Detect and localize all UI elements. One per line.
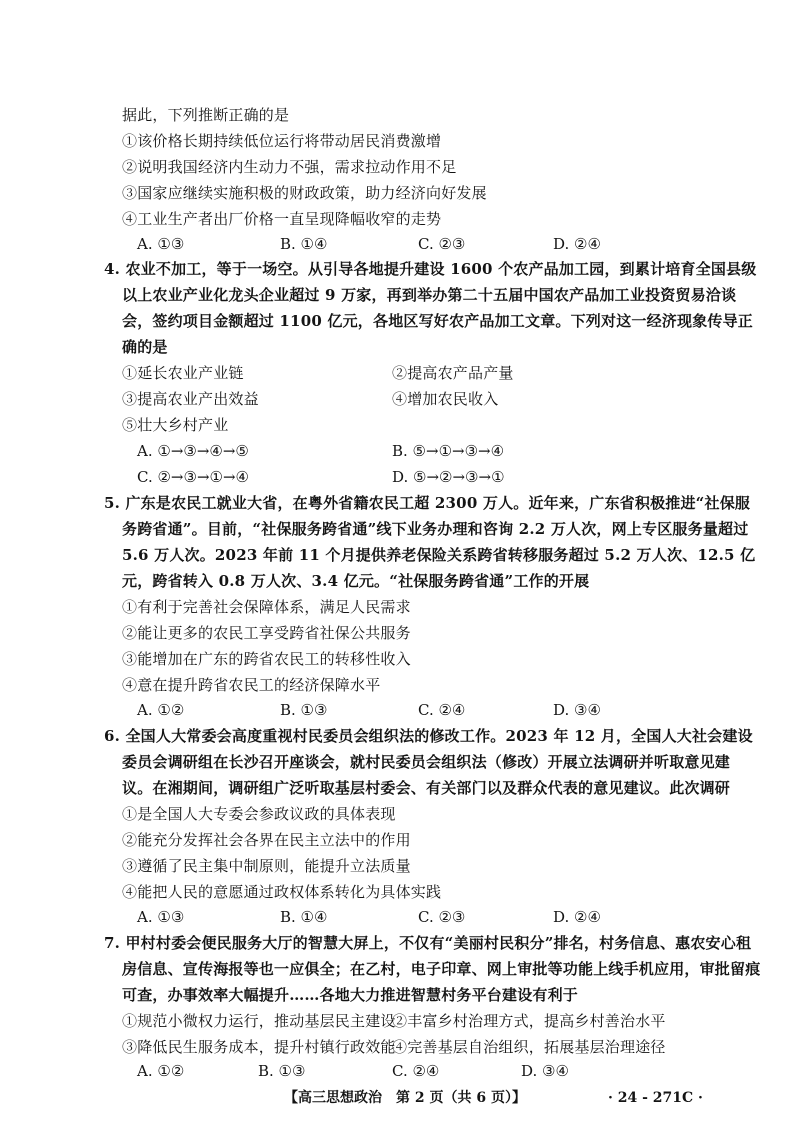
q7-item-2: ②丰富乡村治理方式，提高乡村善治水平 bbox=[392, 1012, 666, 1030]
q4-item-2: ②提高农产品产量 bbox=[392, 364, 514, 382]
q7-option-c: C. ②④ bbox=[392, 1062, 440, 1080]
q3-option-b: B. ①④ bbox=[280, 235, 328, 253]
page-footer-title: 【高三思想政治 第 2 页（共 6 页）】 bbox=[284, 1090, 526, 1106]
q5-option-c: C. ②④ bbox=[418, 701, 466, 719]
q4-item-4: ④增加农民收入 bbox=[392, 390, 499, 408]
q5-line-4: 元，跨省转入 0.8 万人次、3.4 亿元。“社保服务跨省通”工作的开展 bbox=[122, 572, 590, 590]
q3-option-c: C. ②③ bbox=[418, 235, 466, 253]
q3-item-3: ③国家应继续实施积极的财政政策，助力经济向好发展 bbox=[122, 184, 487, 202]
q4-line-3: 会，签约项目金额超过 1100 亿元，各地区写好农产品加工文章。下列对这一经济现象传导正 bbox=[122, 312, 753, 330]
q4-line-1: 4. 农业不加工，等于一场空。从引导各地提升建设 1600 个农产品加工园，到累计培育全国县级 bbox=[104, 260, 757, 278]
q7-option-d: D. ③④ bbox=[521, 1062, 569, 1080]
q4-option-b: B. ⑤→①→③→④ bbox=[392, 442, 505, 460]
q7-item-1: ①规范小微权力运行，推动基层民主建设 bbox=[122, 1012, 396, 1030]
q6-option-a: A. ①③ bbox=[137, 908, 185, 926]
q4-option-d: D. ⑤→②→③→① bbox=[392, 468, 505, 486]
q7-option-b: B. ①③ bbox=[258, 1062, 306, 1080]
q3-option-d: D. ②④ bbox=[553, 235, 601, 253]
q4-option-c: C. ②→③→①→④ bbox=[137, 468, 249, 486]
q3-item-4: ④工业生产者出厂价格一直呈现降幅收窄的走势 bbox=[122, 210, 442, 228]
q6-line-1: 6. 全国人大常委会高度重视村民委员会组织法的修改工作。2023 年 12 月，全国人大社会建设 bbox=[104, 727, 753, 745]
q5-item-4: ④意在提升跨省农民工的经济保障水平 bbox=[122, 676, 381, 694]
q7-option-a: A. ①② bbox=[137, 1062, 185, 1080]
q5-option-d: D. ③④ bbox=[553, 701, 601, 719]
q6-item-2: ②能充分发挥社会各界在民主立法中的作用 bbox=[122, 831, 411, 849]
q5-item-3: ③能增加在广东的跨省农民工的转移性收入 bbox=[122, 650, 411, 668]
q5-option-b: B. ①③ bbox=[280, 701, 328, 719]
page-footer-code: · 24 - 271C · bbox=[608, 1090, 703, 1106]
q7-line-2: 房信息、宣传海报等也一应俱全；在乙村，电子印章、网上审批等功能上线手机应用，审批留痕 bbox=[122, 960, 761, 978]
q6-item-4: ④能把人民的意愿通过政权体系转化为具体实践 bbox=[122, 883, 442, 901]
q5-line-1: 5. 广东是农民工就业大省，在粤外省籍农民工超 2300 万人。近年来，广东省积极推进“社保服 bbox=[104, 494, 751, 512]
q3-option-a: A. ①③ bbox=[137, 235, 185, 253]
q4-item-5: ⑤壮大乡村产业 bbox=[122, 416, 229, 434]
q3-item-2: ②说明我国经济内生动力不强，需求拉动作用不足 bbox=[122, 158, 457, 176]
q6-option-b: B. ①④ bbox=[280, 908, 328, 926]
q4-item-1: ①延长农业产业链 bbox=[122, 364, 244, 382]
q7-item-3: ③降低民生服务成本，提升村镇行政效能 bbox=[122, 1038, 396, 1056]
q4-line-4: 确的是 bbox=[122, 338, 168, 356]
q5-item-2: ②能让更多的农民工享受跨省社保公共服务 bbox=[122, 624, 411, 642]
q3-item-1: ①该价格长期持续低位运行将带动居民消费激增 bbox=[122, 132, 442, 150]
q6-item-1: ①是全国人大专委会参政议政的具体表现 bbox=[122, 805, 396, 823]
q7-line-1: 7. 甲村村委会便民服务大厅的智慧大屏上，不仅有“美丽村民积分”排名，村务信息、惠农安心租 bbox=[104, 934, 752, 952]
q6-option-c: C. ②③ bbox=[418, 908, 466, 926]
q7-item-4: ④完善基层自治组织，拓展基层治理途径 bbox=[392, 1038, 666, 1056]
q6-item-3: ③遵循了民主集中制原则，能提升立法质量 bbox=[122, 857, 411, 875]
q4-item-3: ③提高农业产出效益 bbox=[122, 390, 259, 408]
q7-line-3: 可查，办事效率大幅提升……各地大力推进智慧村务平台建设有利于 bbox=[122, 986, 579, 1004]
q5-line-3: 5.6 万人次。2023 年前 11 个月提供养老保险关系跨省转移服务超过 5.2 万人次、12.5 亿 bbox=[122, 546, 756, 564]
q6-line-2: 委员会调研组在长沙召开座谈会，就村民委员会组织法（修改）开展立法调研并听取意见建 bbox=[122, 753, 731, 771]
q6-option-d: D. ②④ bbox=[553, 908, 601, 926]
q4-line-2: 以上农业产业化龙头企业超过 9 万家，再到举办第二十五届中国农产品加工业投资贸易洽谈 bbox=[122, 286, 737, 304]
q5-line-2: 务跨省通”。目前，“社保服务跨省通”线下业务办理和咨询 2.2 万人次，网上专区服务量超过 bbox=[122, 520, 749, 538]
q3-stem: 据此，下列推断正确的是 bbox=[122, 106, 290, 124]
q4-option-a: A. ①→③→④→⑤ bbox=[137, 442, 249, 460]
q5-item-1: ①有利于完善社会保障体系，满足人民需求 bbox=[122, 598, 411, 616]
q5-option-a: A. ①② bbox=[137, 701, 185, 719]
q6-line-3: 议。在湘期间，调研组广泛听取基层村委会、有关部门以及群众代表的意见建议。此次调研 bbox=[122, 779, 731, 797]
